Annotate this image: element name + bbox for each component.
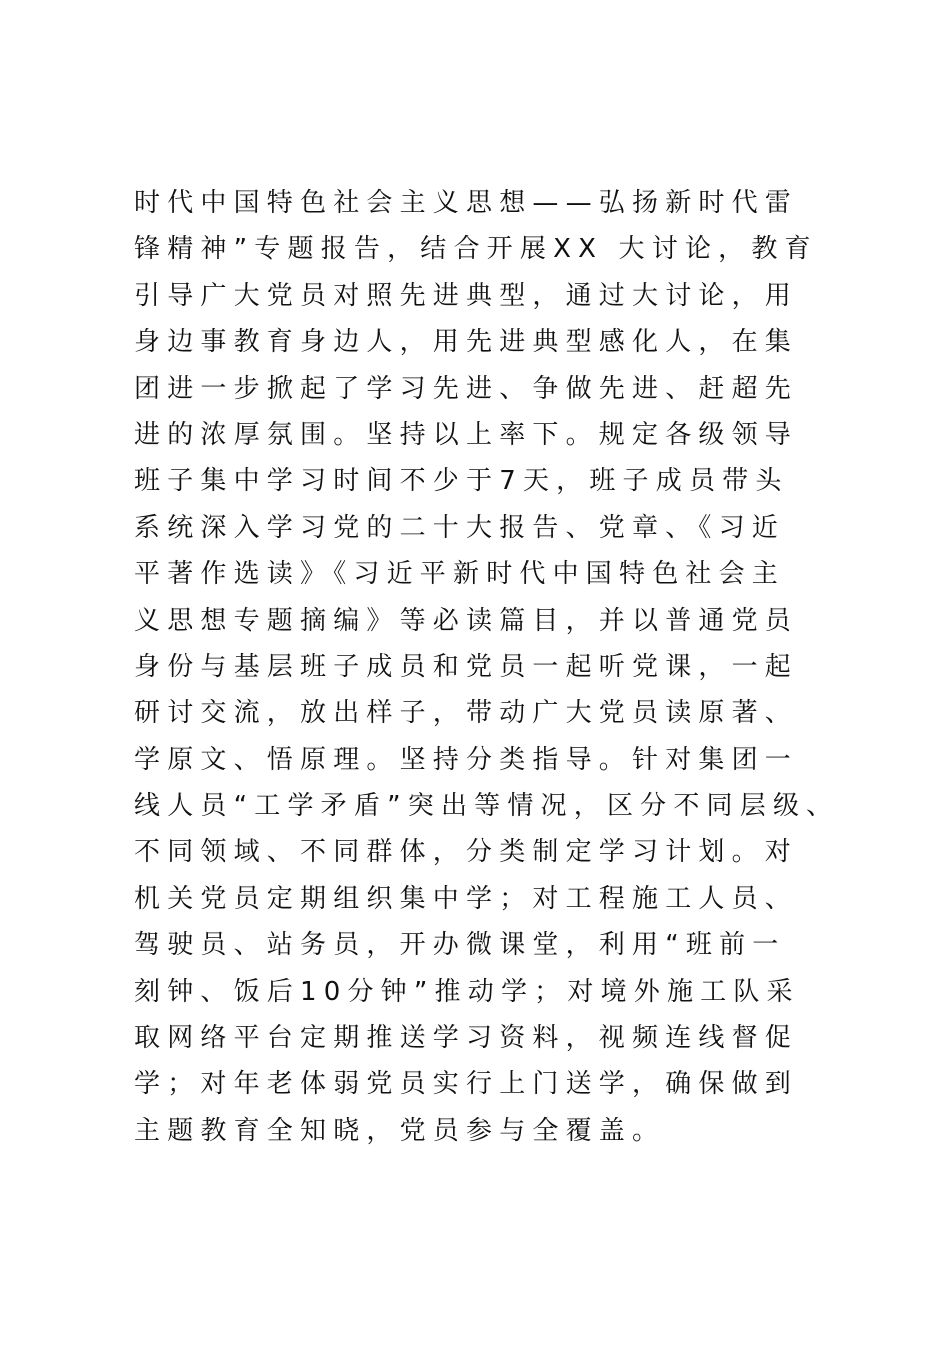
text-line: 班子集中学习时间不少于7天，班子成员带头	[134, 466, 789, 497]
text-line: 身边事教育身边人，用先进典型感化人，在集	[134, 327, 799, 358]
text-line: 学；对年老体弱党员实行上门送学，确保做到	[134, 1069, 799, 1100]
text-line: 驾驶员、站务员，开办微课堂，利用“班前一	[134, 930, 786, 961]
text-line: 线人员“工学矛盾”突出等情况，区分不同层级、	[134, 791, 840, 822]
text-line: 引导广大党员对照先进典型，通过大讨论，用	[134, 280, 799, 311]
text-line: 平著作选读》《习近平新时代中国特色社会主	[134, 559, 786, 590]
text-line: 取网络平台定期推送学习资料，视频连线督促	[134, 1023, 799, 1054]
text-line: 锋精神”专题报告，结合开展XX 大讨论，教育	[134, 234, 818, 265]
text-line: 进的浓厚氛围。坚持以上率下。规定各级领导	[134, 419, 799, 450]
text-line: 学原文、悟原理。坚持分类指导。针对集团一	[134, 744, 799, 775]
body-paragraph	[134, 180, 840, 1154]
text-line: 不同领域、不同群体，分类制定学习计划。对	[134, 837, 799, 868]
text-line: 主题教育全知晓，党员参与全覆盖。	[134, 1115, 666, 1146]
text-line: 身份与基层班子成员和党员一起听党课，一起	[134, 651, 799, 682]
text-line: 研讨交流，放出样子，带动广大党员读原著、	[134, 698, 799, 729]
text-line: 义思想专题摘编》等必读篇目，并以普通党员	[134, 605, 799, 636]
text-line: 刻钟、饭后10分钟”推动学；对境外施工队采	[134, 976, 800, 1007]
text-line: 机关党员定期组织集中学；对工程施工人员、	[134, 883, 799, 914]
text-line: 系统深入学习党的二十大报告、党章、《习近	[134, 512, 786, 543]
text-line: 时代中国特色社会主义思想——弘扬新时代雷	[134, 188, 799, 218]
text-line: 团进一步掀起了学习先进、争做先进、赶超先	[134, 373, 799, 404]
